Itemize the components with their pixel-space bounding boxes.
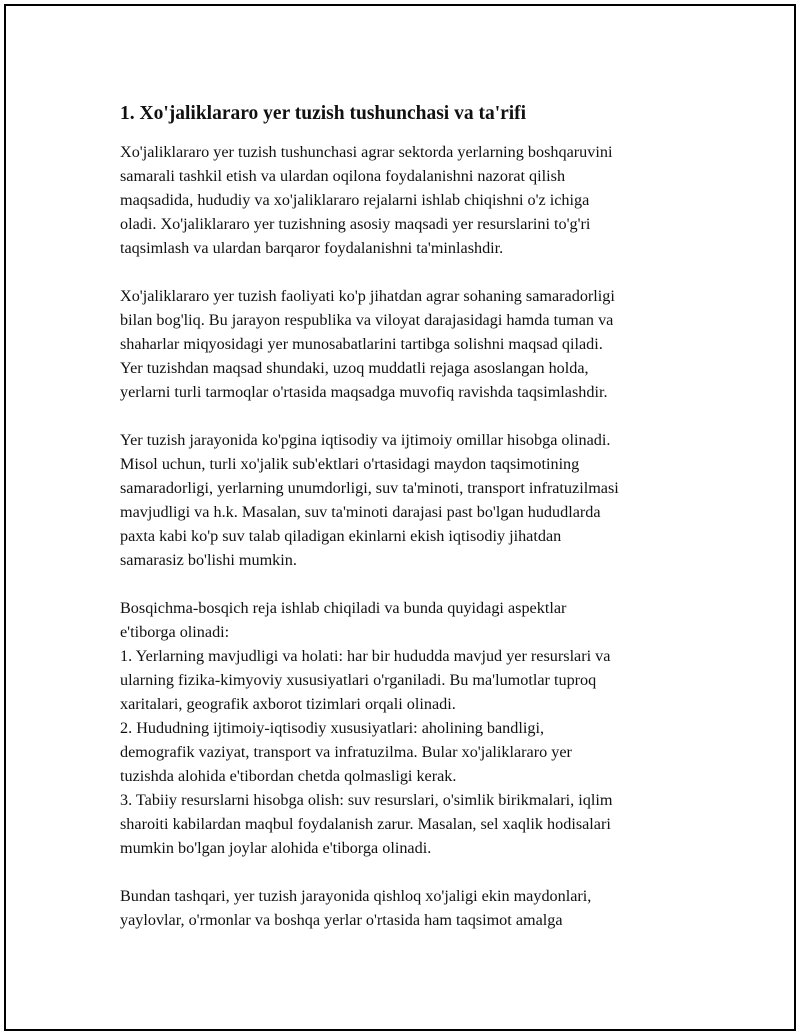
text-line: samarali tashkil etish va ulardan oqilona foydalanishni nazorat qilish [120, 167, 566, 185]
list-item-line: xaritalari, geografik axborot tizimlari orqali olinadi. [120, 695, 456, 713]
text-line: maqsadida, hududiy va xo'jaliklararo rejalarni ishlab chiqishni o'z ichiga [120, 191, 590, 209]
text-line: yaylovlar, o'rmonlar va boshqa yerlar o'rtasida ham taqsimot amalga [120, 911, 563, 929]
text-line: Bosqichma-bosqich reja ishlab chiqiladi va bunda quyidagi aspektlar [120, 599, 567, 617]
list-item-line: demografik vaziyat, transport va infratuzilma. Bular xo'jaliklararo yer [120, 743, 572, 761]
page-frame [4, 4, 796, 1031]
text-line: Xo'jaliklararo yer tuzish tushunchasi agrar sektorda yerlarning boshqaruvini [120, 143, 613, 161]
text-line: samarasiz bo'lishi mumkin. [120, 551, 297, 569]
paragraph-intro [120, 140, 710, 260]
list-item-line: ularning fizika-kimyoviy xususiyatlari o'rganiladi. Bu ma'lumotlar tuproq [120, 671, 597, 689]
text-line: Bundan tashqari, yer tuzish jarayonida qishloq xo'jaligi ekin maydonlari, [120, 887, 592, 905]
paragraph-plan-aspects [120, 596, 710, 860]
text-line: paxta kabi ko'p suv talab qiladigan ekinlarni ekish iqtisodiy jihatdan [120, 527, 562, 545]
text-line: Xo'jaliklararo yer tuzish faoliyati ko'p jihatdan agrar sohaning samaradorligi [120, 287, 615, 305]
list-item-line: 2. Hududning ijtimoiy-iqtisodiy xususiyatlari: aholining bandligi, [120, 719, 545, 737]
list-item-line: tuzishda alohida e'tibordan chetda qolmasligi kerak. [120, 767, 457, 785]
text-line: bilan bog'liq. Bu jarayon respublika va viloyat darajasidagi hamda tuman va [120, 311, 614, 329]
document-title: 1. Xo'jaliklararo yer tuzish tushunchasi va ta'rifi [120, 103, 527, 124]
text-line: shaharlar miqyosidagi yer munosabatlarini tartibga solishni maqsad qiladi. [120, 335, 603, 353]
list-item-line: mumkin bo'lgan joylar alohida e'tiborga olinadi. [120, 839, 432, 857]
list-item-line: sharoiti kabilardan maqbul foydalanish zarur. Masalan, sel xaqlik hodisalari [120, 815, 611, 833]
text-line: Misol uchun, turli xo'jalik sub'ektlari o'rtasidagi maydon taqsimotining [120, 455, 580, 473]
text-line: Yer tuzish jarayonida ko'pgina iqtisodiy va ijtimoiy omillar hisobga olinadi. [120, 431, 611, 449]
document-body [120, 100, 710, 956]
text-line: Yer tuzishdan maqsad shundaki, uzoq muddatli rejaga asoslangan holda, [120, 359, 589, 377]
text-line: taqsimlash va ulardan barqaror foydalanishni ta'minlashdir. [120, 239, 504, 257]
list-item-line: 1. Yerlarning mavjudligi va holati: har bir hududda mavjud yer resurslari va [120, 647, 611, 665]
paragraph-distribution [120, 884, 710, 932]
paragraph-activity [120, 284, 710, 404]
text-line: e'tiborga olinadi: [120, 623, 230, 641]
list-item-line: 3. Tabiiy resurslarni hisobga olish: suv resurslari, o'simlik birikmalari, iqlim [120, 791, 613, 809]
text-line: yerlarni turli tarmoqlar o'rtasida maqsadga muvofiq ravishda taqsimlashdir. [120, 383, 608, 401]
text-line: oladi. Xo'jaliklararo yer tuzishning asosiy maqsadi yer resurslarini to'g'ri [120, 215, 591, 233]
text-line: mavjudligi va h.k. Masalan, suv ta'minoti darajasi past bo'lgan hududlarda [120, 503, 601, 521]
paragraph-factors [120, 428, 710, 572]
text-line: samaradorligi, yerlarning unumdorligi, suv ta'minoti, transport infratuzilmasi [120, 479, 619, 497]
